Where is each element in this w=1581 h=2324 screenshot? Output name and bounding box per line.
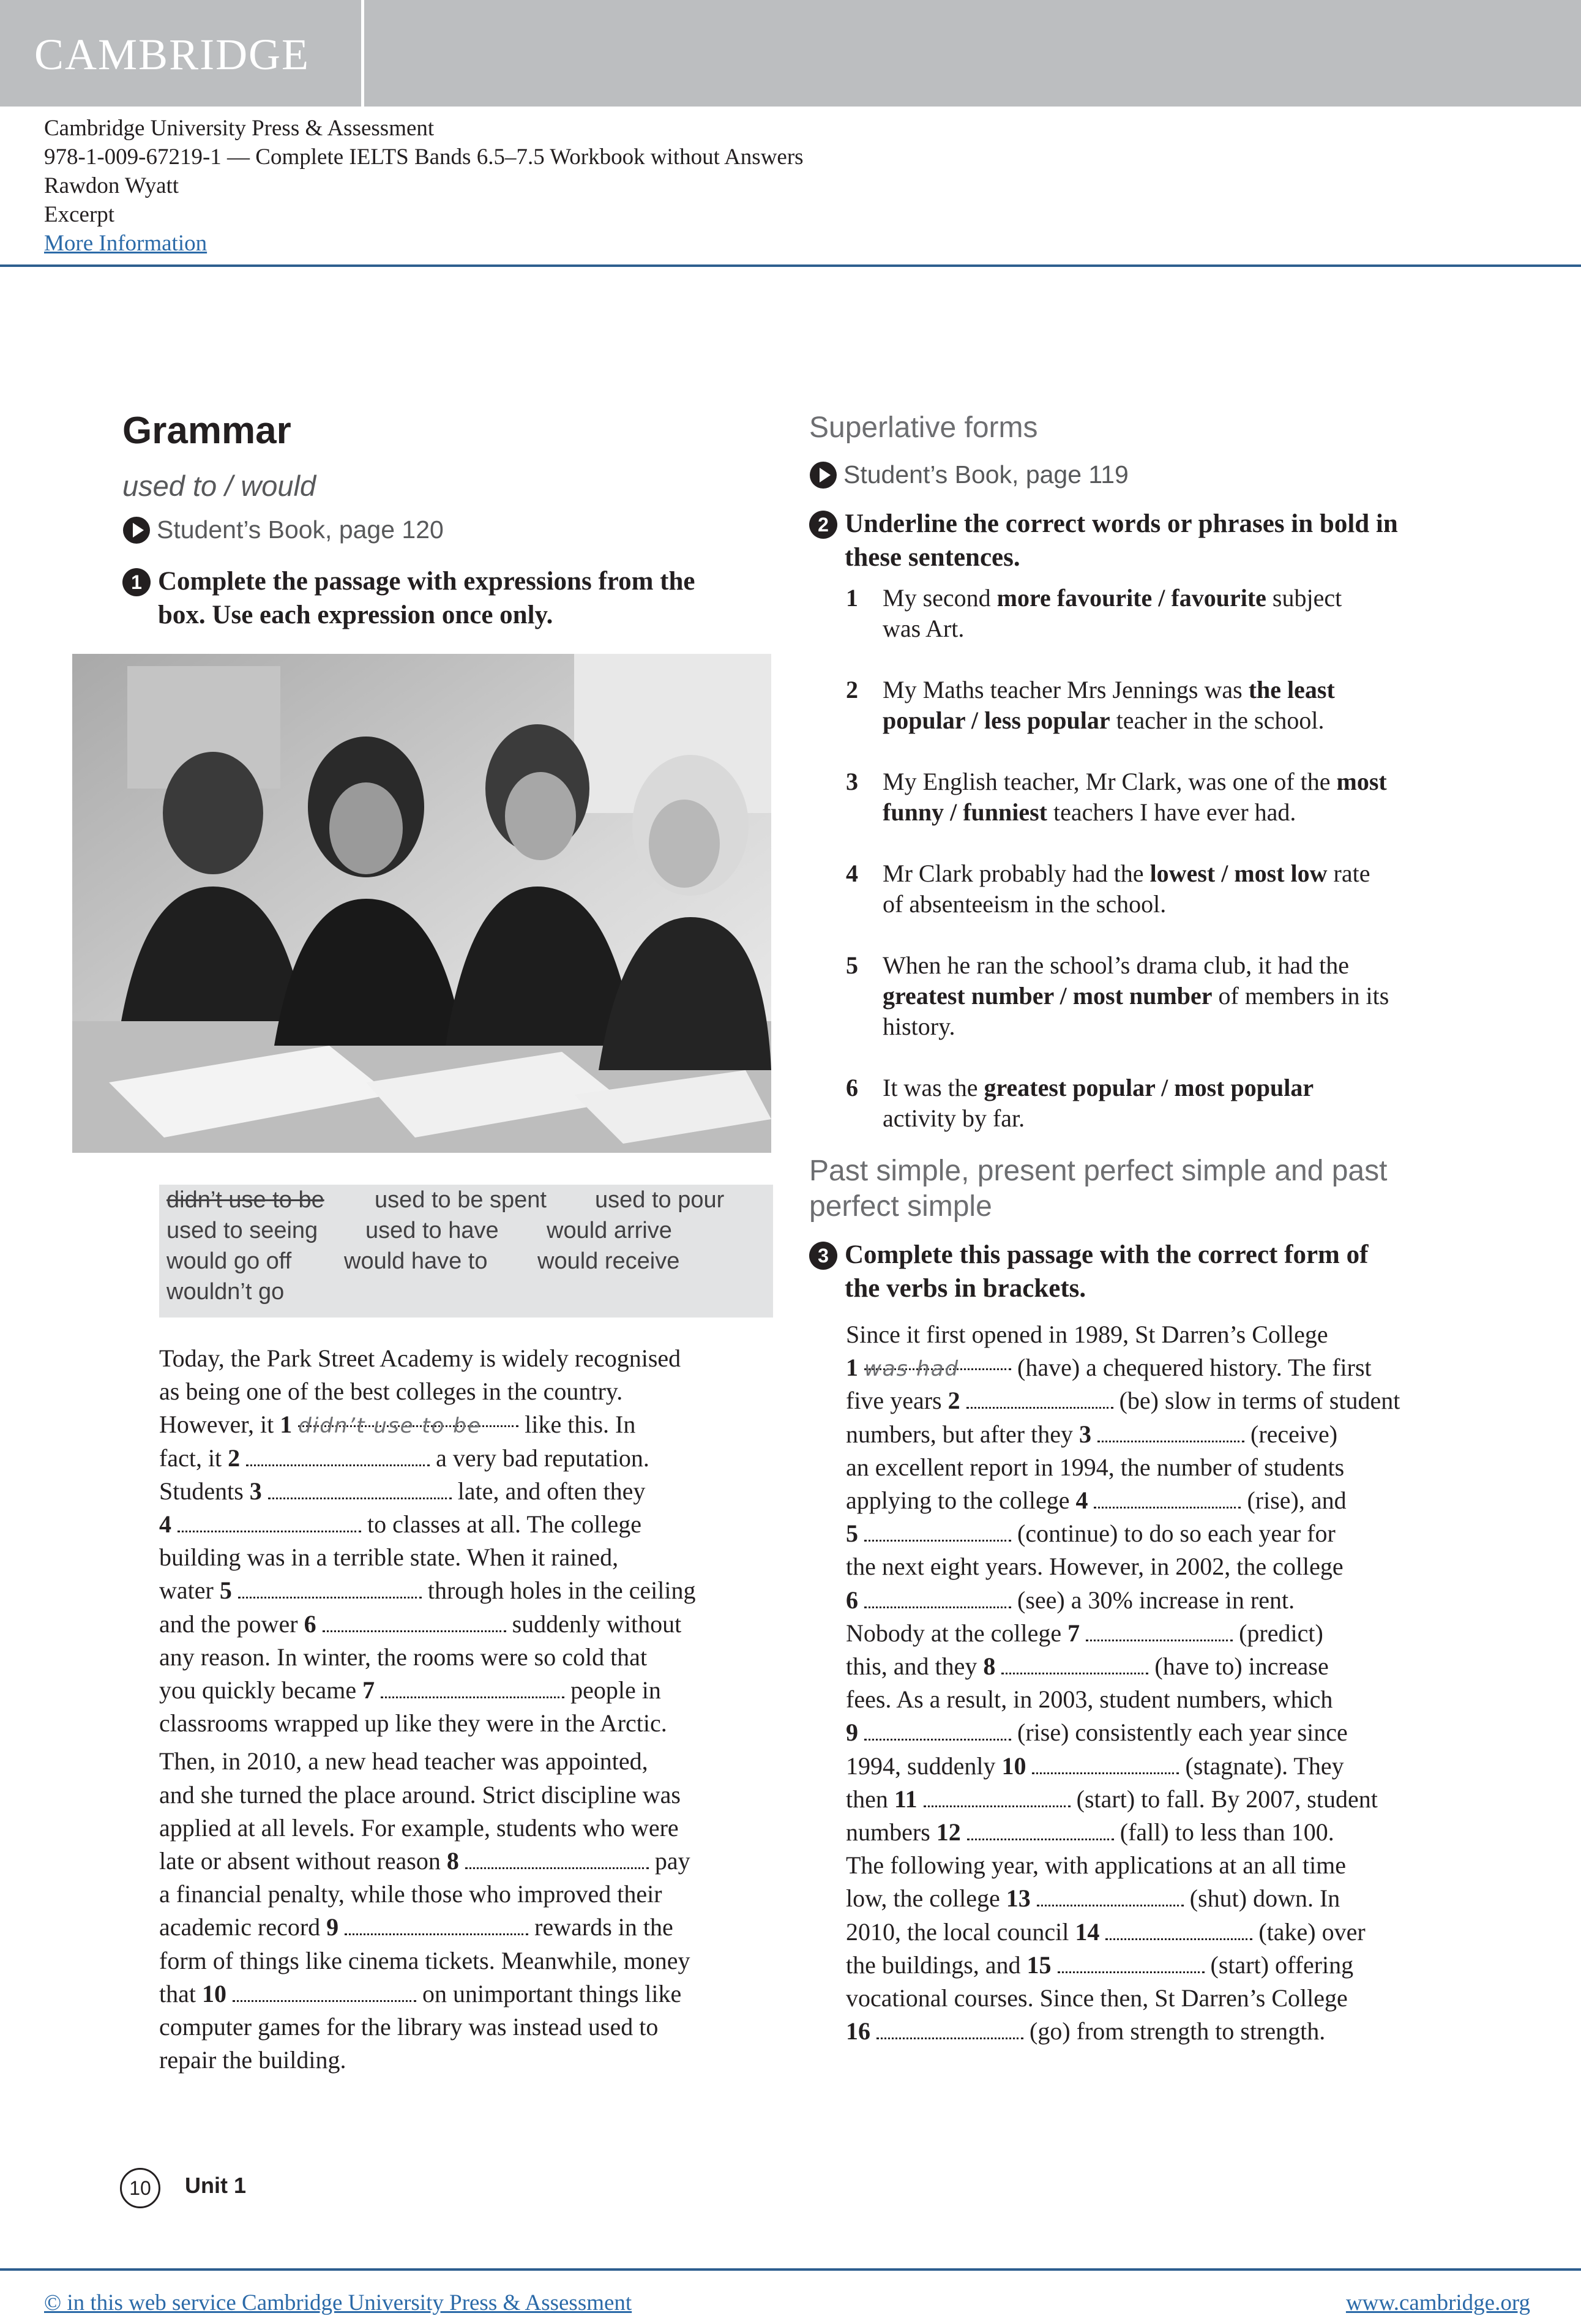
- play-arrow-icon: [809, 461, 837, 489]
- answer-blank[interactable]: [864, 1523, 1011, 1542]
- answer-blank[interactable]: [298, 1408, 518, 1439]
- exercise-2-instruction: 2 Underline the correct words or phrases in bold in these sentences.: [809, 507, 1482, 574]
- list-item: 1 My second more favourite / favourite subject was Art.: [846, 584, 1342, 642]
- publisher-line: Cambridge University Press & Assessment: [44, 116, 435, 141]
- students-book-reference: Student’s Book, page 119: [809, 460, 1129, 489]
- option-a[interactable]: greatest popular: [984, 1074, 1156, 1101]
- author-line: Rawdon Wyatt: [44, 173, 179, 198]
- answer-blank[interactable]: [864, 1722, 1011, 1741]
- students-writing-photo: [72, 654, 771, 1153]
- book-metadata: [44, 114, 804, 258]
- answer-blank[interactable]: [465, 1850, 649, 1869]
- example-answer: didn’t use to be: [298, 1414, 482, 1439]
- section-heading-grammar: Grammar: [122, 410, 291, 452]
- example-answer: was had: [864, 1357, 960, 1382]
- footer-divider: [0, 2268, 1581, 2271]
- passage-st-darrens: Since it first opened in 1989, St Darren’s College 1 was had (have) a chequered history. The first five years 2 (be) slow in terms of student numbers, but after they 3 (receive) an excellent report in 1994, the number of students applying to the college 4 (rise), and 5 (continue) to do so each year for the next eight years. However, in 2002, the college 6 (see) a 30% increase in rent. Nobody at the college 7 (predict) this, and they 8 (have to) increase fees. As a result, in 2003, student numbers, which 9 (rise) consistently each year since 1994, suddenly 10 (stagnate). They then 11 (start) to fall. By 2007, student numbers 12 (fall) to less than 100. The following year, with applications at an all time low, the college 13 (shut) down. In 2010, the local council 14 (take) over the buildings, and 15 (start) offering vocational courses. Since then, St Darren’s College 16 (go) from strength to strength.: [846, 1321, 1400, 2045]
- exercise-number-badge: 3: [809, 1242, 837, 1270]
- answer-blank[interactable]: [876, 2020, 1023, 2039]
- answer-blank[interactable]: [345, 1916, 528, 1935]
- excerpt-line: Excerpt: [44, 202, 115, 227]
- copyright-link[interactable]: © in this web service Cambridge University Press & Assessment: [44, 2290, 632, 2315]
- box-expression: used to pour: [595, 1187, 725, 1213]
- header-banner: [0, 0, 1581, 107]
- exercise-1-instruction: 1 Complete the passage with expressions from the box. Use each expression once only.: [122, 564, 783, 632]
- section-title-past-simple: Past simple, present perfect simple and past perfect simple: [809, 1155, 1388, 1223]
- option-b[interactable]: funniest: [963, 798, 1047, 826]
- option-a[interactable]: funny: [883, 798, 944, 826]
- unit-label: Unit 1: [185, 2173, 247, 2198]
- option-a[interactable]: the least: [1248, 676, 1335, 703]
- expressions-box: [159, 1185, 773, 1318]
- answer-blank[interactable]: [1097, 1423, 1244, 1442]
- passage-park-street: Today, the Park Street Academy is widely recognised as being one of the best colleges in the country. However, it 1 didn’t use to be like this. In fact, it 2 a very bad reputation. Students 3 late, and often they 4 to classes at all. The college building was in a terrible state. When it rained, water 5 through holes in the ceiling and the power 6 suddenly without any reason. In winter, the rooms were so cold that you quickly became 7 people in classrooms wrapped up like they were in the Arctic. Then, in 2010, a new head teacher was appointed, and she turned the place around. Strict discipline was applied at all levels. For example, students who were late or absent without reason 8 pay a financial penalty, while those who improved their academic record 9 rewards in the form of things like cinema tickets. Meanwhile, money that 10 on unimportant things like computer games for the library was instead used to repair the building.: [159, 1344, 696, 2074]
- option-a[interactable]: more favourite: [996, 584, 1153, 612]
- option-a[interactable]: popular: [883, 707, 965, 734]
- list-item: 5 When he ran the school’s drama club, it had the greatest number / most number of members in its history.: [846, 951, 1389, 1040]
- answer-blank[interactable]: [924, 1788, 1071, 1807]
- more-information-link[interactable]: More Information: [44, 231, 207, 256]
- exercise-number-badge: 2: [809, 511, 837, 539]
- box-expression: would go off: [166, 1248, 292, 1274]
- box-expression: would arrive: [547, 1218, 672, 1243]
- answer-blank[interactable]: [1086, 1622, 1233, 1641]
- exercise-number-badge: 1: [122, 568, 151, 596]
- option-b[interactable]: favourite: [1171, 584, 1266, 612]
- option-b[interactable]: most popular: [1174, 1074, 1314, 1101]
- header-divider: [0, 264, 1581, 267]
- answer-blank[interactable]: [966, 1390, 1113, 1409]
- logo-box: [0, 0, 364, 107]
- cambridge-logo[interactable]: CAMBRIDGE: [34, 30, 310, 79]
- box-expression: would have to: [344, 1248, 488, 1274]
- option-b[interactable]: most number: [1072, 982, 1213, 1010]
- answer-blank[interactable]: [381, 1679, 564, 1698]
- box-expression: used to be spent: [375, 1187, 547, 1213]
- section-title-superlative-forms: Superlative forms: [809, 411, 1038, 444]
- answer-blank[interactable]: [323, 1613, 506, 1632]
- answer-blank[interactable]: [246, 1447, 430, 1466]
- subheading-used-to-would: used to / would: [122, 470, 316, 502]
- answer-blank[interactable]: [1094, 1490, 1241, 1509]
- answer-blank[interactable]: [178, 1513, 361, 1532]
- isbn-title-line: 978-1-009-67219-1 — Complete IELTS Bands 6.5–7.5 Workbook without Answers: [44, 144, 804, 170]
- answer-blank[interactable]: [1001, 1655, 1148, 1674]
- answer-blank[interactable]: [268, 1480, 452, 1499]
- option-a[interactable]: lowest: [1149, 860, 1216, 887]
- box-expression: would receive: [537, 1248, 680, 1274]
- list-item: 4 Mr Clark probably had the lowest / most low rate of absenteeism in the school.: [846, 860, 1370, 918]
- answer-blank[interactable]: [1105, 1921, 1252, 1940]
- answer-blank[interactable]: [1058, 1954, 1205, 1973]
- list-item: 2 My Maths teacher Mrs Jennings was the least popular / less popular teacher in the school.: [846, 676, 1335, 734]
- option-b[interactable]: most low: [1234, 860, 1328, 887]
- website-link[interactable]: www.cambridge.org: [1345, 2290, 1530, 2315]
- students-book-reference: Student’s Book, page 120: [122, 515, 444, 544]
- option-a[interactable]: greatest number: [883, 982, 1054, 1010]
- exercise-3-instruction: 3 Complete this passage with the correct form of the verbs in brackets.: [809, 1238, 1482, 1305]
- option-b[interactable]: less popular: [984, 707, 1110, 734]
- option-a[interactable]: most: [1336, 768, 1387, 795]
- answer-blank[interactable]: [967, 1821, 1114, 1840]
- box-expression: didn’t use to be: [166, 1187, 324, 1213]
- answer-blank[interactable]: [1037, 1887, 1184, 1906]
- box-expression: used to seeing: [166, 1218, 318, 1243]
- answer-blank[interactable]: [1032, 1755, 1179, 1774]
- page-number-badge: 10: [120, 2168, 160, 2208]
- play-arrow-icon: [122, 516, 151, 544]
- answer-blank[interactable]: [238, 1580, 422, 1599]
- list-item: 6 It was the greatest popular / most popular activity by far.: [846, 1074, 1314, 1132]
- box-expression: wouldn’t go: [166, 1279, 285, 1305]
- answer-blank[interactable]: [864, 1589, 1011, 1608]
- box-expression: used to have: [365, 1218, 499, 1243]
- answer-blank[interactable]: [864, 1351, 1011, 1382]
- classroom-photo-illustration: [72, 654, 771, 1153]
- answer-blank[interactable]: [233, 1983, 416, 2002]
- list-item: 3 My English teacher, Mr Clark, was one of the most funny / funniest teachers I have ever had.: [846, 768, 1387, 826]
